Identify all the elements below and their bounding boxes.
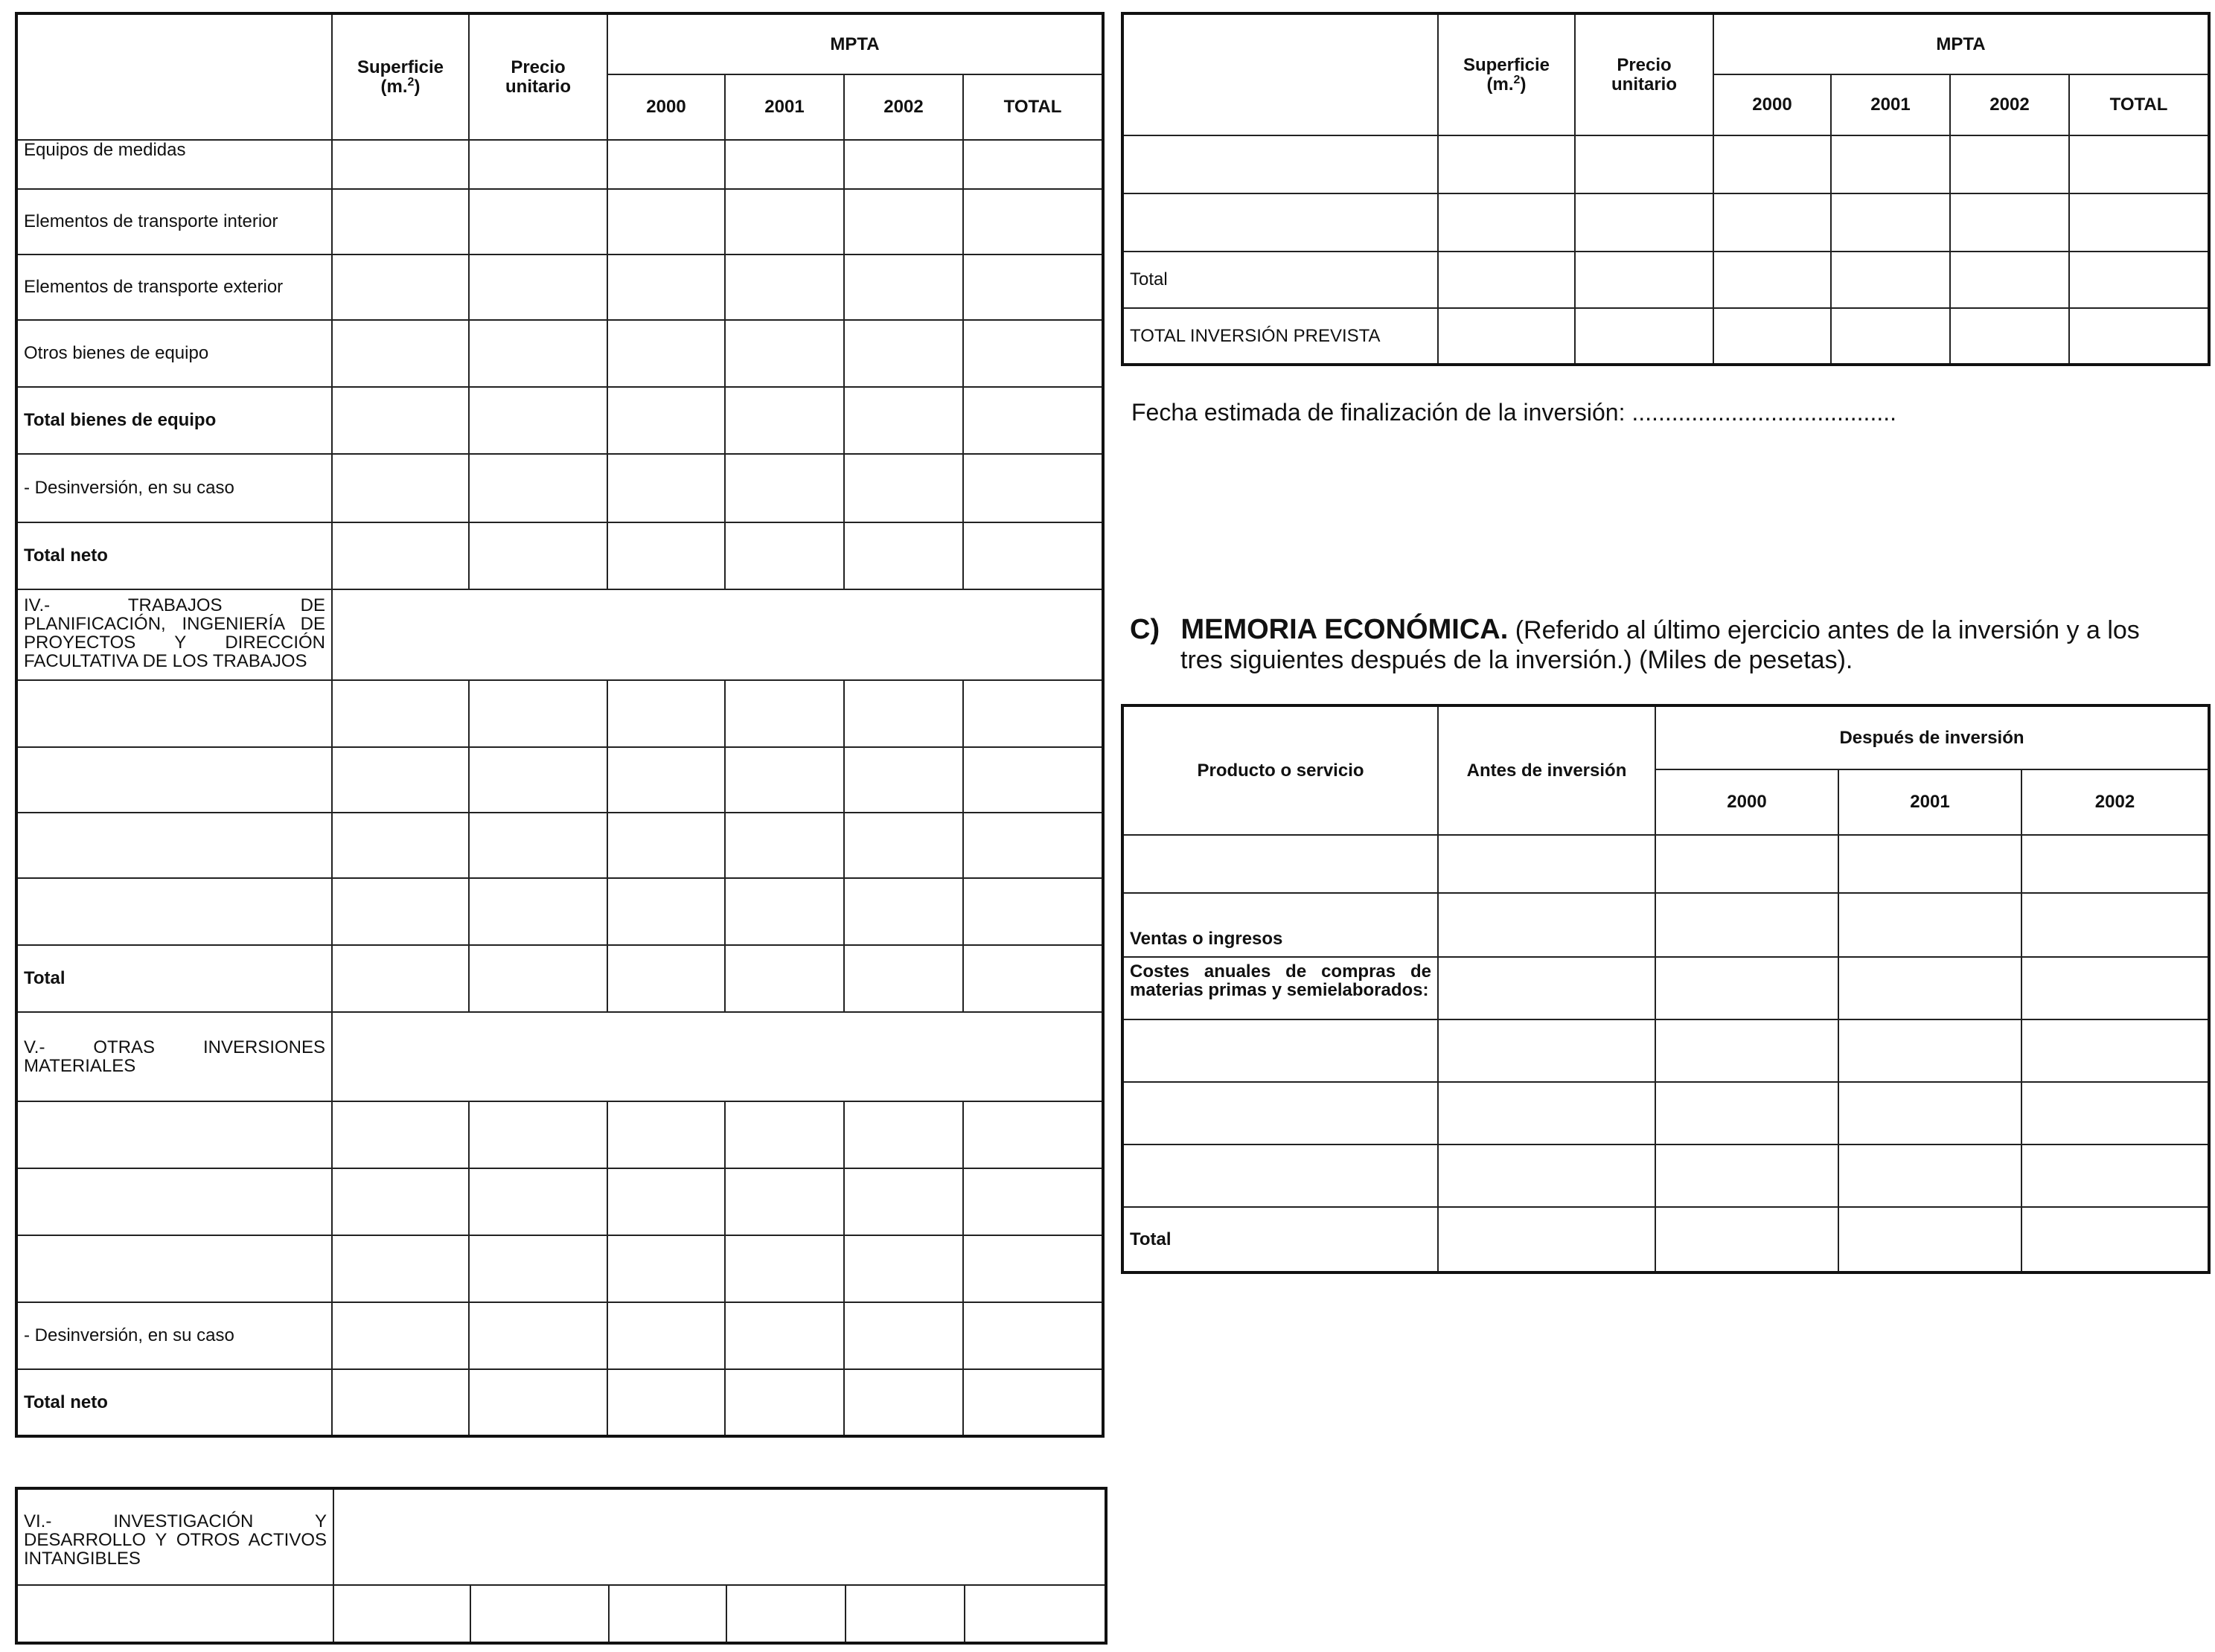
- header-total: TOTAL: [963, 74, 1103, 140]
- input-cell[interactable]: [1122, 1019, 1438, 1082]
- input-cell[interactable]: [607, 878, 725, 945]
- header-year-2001: 2001: [725, 74, 844, 140]
- input-cell[interactable]: [1838, 1144, 2021, 1207]
- input-cell[interactable]: [1438, 308, 1575, 365]
- input-cell[interactable]: [1575, 135, 1713, 193]
- input-cell[interactable]: [2021, 1207, 2209, 1272]
- input-cell[interactable]: [844, 1235, 963, 1302]
- input-cell[interactable]: [963, 813, 1103, 878]
- input-cell[interactable]: [1838, 835, 2021, 893]
- input-cell[interactable]: [332, 254, 469, 320]
- input-cell[interactable]: [1438, 835, 1655, 893]
- input-cell[interactable]: [844, 189, 963, 254]
- input-cell[interactable]: [16, 1101, 332, 1168]
- input-cell[interactable]: [1831, 135, 1950, 193]
- input-cell[interactable]: [963, 1101, 1103, 1168]
- input-cell[interactable]: [1950, 252, 2069, 308]
- table-row: [1122, 957, 2209, 1019]
- input-cell[interactable]: [963, 140, 1103, 189]
- header-blank-cell: [1122, 13, 1438, 135]
- table-row: [16, 1168, 1103, 1235]
- input-cell[interactable]: [1575, 308, 1713, 365]
- input-cell[interactable]: [16, 813, 332, 878]
- input-cell[interactable]: [725, 387, 844, 454]
- input-cell[interactable]: [1655, 1082, 1838, 1144]
- table-row: [16, 140, 1103, 189]
- input-cell[interactable]: [725, 747, 844, 813]
- table-row: [16, 387, 1103, 454]
- input-cell[interactable]: [16, 1235, 332, 1302]
- row-label-total: Total: [1122, 1207, 1438, 1272]
- investment-table-right: [1121, 12, 2211, 366]
- header-precio-unitario: Precio unitario: [469, 13, 607, 140]
- input-cell[interactable]: [1838, 1019, 2021, 1082]
- input-cell[interactable]: [844, 1168, 963, 1235]
- row-label-total-iv: Total: [16, 945, 332, 1012]
- input-cell[interactable]: [726, 1585, 846, 1643]
- input-cell[interactable]: [332, 140, 469, 189]
- table-row: [16, 454, 1103, 522]
- input-cell[interactable]: [844, 254, 963, 320]
- input-cell[interactable]: [1838, 1082, 2021, 1144]
- input-cell[interactable]: [332, 387, 469, 454]
- table-row: [1122, 1144, 2209, 1207]
- input-cell[interactable]: [963, 680, 1103, 747]
- input-cell[interactable]: [1575, 193, 1713, 252]
- input-cell[interactable]: [16, 1585, 333, 1643]
- table-row: [16, 1235, 1103, 1302]
- header-mpta: MPTA: [607, 13, 1103, 74]
- input-cell[interactable]: [469, 1235, 607, 1302]
- input-cell[interactable]: [844, 813, 963, 878]
- row-label-total-bienes: Total bienes de equipo: [16, 387, 332, 454]
- input-cell[interactable]: [332, 813, 469, 878]
- section-row: [16, 589, 1103, 680]
- input-cell[interactable]: [725, 680, 844, 747]
- table-row: [1122, 193, 2209, 252]
- input-cell[interactable]: [846, 1585, 965, 1643]
- input-cell[interactable]: [963, 189, 1103, 254]
- header-year-2000: 2000: [1713, 74, 1831, 135]
- input-cell[interactable]: [844, 387, 963, 454]
- input-cell[interactable]: [2021, 1144, 2209, 1207]
- input-cell[interactable]: [844, 140, 963, 189]
- input-cell[interactable]: [1122, 1082, 1438, 1144]
- memoria-heading: [1130, 615, 2202, 675]
- input-cell[interactable]: [469, 320, 607, 387]
- input-cell[interactable]: [1831, 252, 1950, 308]
- input-cell[interactable]: [2021, 957, 2209, 1019]
- input-cell[interactable]: [965, 1585, 1106, 1643]
- input-cell[interactable]: [469, 945, 607, 1012]
- input-cell[interactable]: [1655, 893, 1838, 957]
- input-cell[interactable]: [1122, 835, 1438, 893]
- input-cell[interactable]: [607, 1101, 725, 1168]
- row-label-equipos-medidas: Equipos de medidas: [16, 140, 332, 189]
- input-cell[interactable]: [607, 680, 725, 747]
- table-row: [16, 1369, 1103, 1436]
- investment-table-left: [15, 12, 1105, 1438]
- section-description-2: tres siguientes después de la inversión.) (Miles de pesetas).: [1180, 646, 1853, 674]
- input-cell[interactable]: [1713, 308, 1831, 365]
- input-cell[interactable]: [332, 189, 469, 254]
- input-cell[interactable]: [607, 320, 725, 387]
- table-row: [1122, 835, 2209, 893]
- table-row: [16, 945, 1103, 1012]
- input-cell[interactable]: [844, 680, 963, 747]
- table-row: [16, 320, 1103, 387]
- input-cell[interactable]: [607, 1235, 725, 1302]
- table-row: [16, 680, 1103, 747]
- header-superficie: Superficie (m.$^2$): [1438, 13, 1575, 135]
- input-cell[interactable]: [725, 813, 844, 878]
- input-cell[interactable]: [963, 320, 1103, 387]
- input-cell[interactable]: [844, 522, 963, 589]
- row-label-total-neto: Total neto: [16, 522, 332, 589]
- input-cell[interactable]: [844, 1101, 963, 1168]
- section-letter: C): [1130, 614, 1160, 645]
- input-cell[interactable]: [16, 747, 332, 813]
- memoria-table: [1121, 704, 2211, 1274]
- input-cell[interactable]: [332, 878, 469, 945]
- input-cell[interactable]: [2069, 135, 2209, 193]
- table-row: [16, 189, 1103, 254]
- input-cell[interactable]: [844, 945, 963, 1012]
- header-antes: Antes de inversión: [1438, 705, 1655, 835]
- input-cell[interactable]: [2021, 893, 2209, 957]
- header-superficie: Superficie (m.$^2$): [332, 13, 469, 140]
- table-row: [16, 878, 1103, 945]
- section-iv-blank: [332, 589, 1103, 680]
- row-label-desinversion: - Desinversión, en su caso: [16, 1302, 332, 1369]
- input-cell[interactable]: [332, 1168, 469, 1235]
- input-cell[interactable]: [963, 1369, 1103, 1436]
- input-cell[interactable]: [469, 1101, 607, 1168]
- input-cell[interactable]: [963, 945, 1103, 1012]
- investment-table-vi: [15, 1487, 1108, 1645]
- input-cell[interactable]: [2069, 252, 2209, 308]
- input-cell[interactable]: [1950, 135, 2069, 193]
- input-cell[interactable]: [332, 522, 469, 589]
- input-cell[interactable]: [1838, 957, 2021, 1019]
- input-cell[interactable]: [725, 189, 844, 254]
- section-vi-title: VI.- INVESTIGACIÓN Y DESARROLLO Y OTROS ACTIVOS INTANGIBLES: [16, 1488, 333, 1585]
- input-cell[interactable]: [963, 747, 1103, 813]
- input-cell[interactable]: [963, 1168, 1103, 1235]
- input-cell[interactable]: [607, 189, 725, 254]
- row-label-total: Total: [1122, 252, 1438, 308]
- input-cell[interactable]: [1122, 1144, 1438, 1207]
- input-cell[interactable]: [1655, 957, 1838, 1019]
- input-cell[interactable]: [1438, 957, 1655, 1019]
- table-row: [16, 522, 1103, 589]
- input-cell[interactable]: [332, 747, 469, 813]
- input-cell[interactable]: [725, 878, 844, 945]
- header-mpta: MPTA: [1713, 13, 2209, 74]
- table-row: [16, 747, 1103, 813]
- input-cell[interactable]: [16, 680, 332, 747]
- input-cell[interactable]: [607, 522, 725, 589]
- row-label-total-neto: Total neto: [16, 1369, 332, 1436]
- header-precio-unitario: Precio unitario: [1575, 13, 1713, 135]
- input-cell[interactable]: [725, 1235, 844, 1302]
- input-cell[interactable]: [609, 1585, 726, 1643]
- input-cell[interactable]: [469, 254, 607, 320]
- input-cell[interactable]: [332, 1369, 469, 1436]
- fecha-finalizacion: [1131, 399, 1896, 426]
- input-cell[interactable]: [469, 680, 607, 747]
- table-row: [1122, 252, 2209, 308]
- input-cell[interactable]: [1438, 1019, 1655, 1082]
- input-cell[interactable]: [1831, 308, 1950, 365]
- input-cell[interactable]: [844, 454, 963, 522]
- input-cell[interactable]: [1655, 1207, 1838, 1272]
- input-cell[interactable]: [332, 1235, 469, 1302]
- input-cell[interactable]: [2021, 835, 2209, 893]
- input-cell[interactable]: [1438, 1144, 1655, 1207]
- input-cell[interactable]: [469, 522, 607, 589]
- header-year-2002: 2002: [844, 74, 963, 140]
- table-row: [16, 1585, 1106, 1643]
- input-cell[interactable]: [332, 945, 469, 1012]
- input-cell[interactable]: [607, 1369, 725, 1436]
- input-cell[interactable]: [469, 1302, 607, 1369]
- input-cell[interactable]: [1838, 1207, 2021, 1272]
- input-cell[interactable]: [333, 1585, 470, 1643]
- row-label-total-inversion: TOTAL INVERSIÓN PREVISTA: [1122, 308, 1438, 365]
- input-cell[interactable]: [1438, 1207, 1655, 1272]
- table-row: [1122, 893, 2209, 957]
- input-cell[interactable]: [469, 813, 607, 878]
- input-cell[interactable]: [607, 454, 725, 522]
- input-cell[interactable]: [2021, 1082, 2209, 1144]
- input-cell[interactable]: [844, 1302, 963, 1369]
- input-cell[interactable]: [725, 1302, 844, 1369]
- input-cell[interactable]: [963, 254, 1103, 320]
- input-cell[interactable]: [725, 320, 844, 387]
- header-producto: Producto o servicio: [1122, 705, 1438, 835]
- input-cell[interactable]: [1655, 1144, 1838, 1207]
- input-cell[interactable]: [963, 878, 1103, 945]
- input-cell[interactable]: [2021, 1019, 2209, 1082]
- header-year-2002: 2002: [2021, 769, 2209, 835]
- input-cell[interactable]: [2069, 193, 2209, 252]
- input-cell[interactable]: [963, 454, 1103, 522]
- input-cell[interactable]: [607, 387, 725, 454]
- input-cell[interactable]: [1950, 308, 2069, 365]
- row-label-desinversion: - Desinversión, en su caso: [16, 454, 332, 522]
- input-cell[interactable]: [1713, 193, 1831, 252]
- header-year-2001: 2001: [1831, 74, 1950, 135]
- input-cell[interactable]: [2069, 308, 2209, 365]
- input-cell[interactable]: [1438, 893, 1655, 957]
- input-cell[interactable]: [725, 1168, 844, 1235]
- input-cell[interactable]: [725, 254, 844, 320]
- input-cell[interactable]: [332, 1101, 469, 1168]
- header-blank-cell: [16, 13, 332, 140]
- input-cell[interactable]: [469, 1168, 607, 1235]
- input-cell[interactable]: [607, 140, 725, 189]
- input-cell[interactable]: [332, 1302, 469, 1369]
- fecha-fill-line[interactable]: ........................................: [1631, 399, 1896, 426]
- input-cell[interactable]: [725, 454, 844, 522]
- section-vi-blank: [333, 1488, 1106, 1585]
- header-despues: Después de inversión: [1655, 705, 2209, 769]
- input-cell[interactable]: [469, 387, 607, 454]
- input-cell[interactable]: [469, 1369, 607, 1436]
- header-year-2000: 2000: [607, 74, 725, 140]
- section-v-title: V.- OTRAS INVERSIONES MATERIALES: [16, 1012, 332, 1101]
- input-cell[interactable]: [1655, 1019, 1838, 1082]
- input-cell[interactable]: [844, 878, 963, 945]
- input-cell[interactable]: [607, 1168, 725, 1235]
- input-cell[interactable]: [607, 1302, 725, 1369]
- row-label-costes: Costes anuales de compras de materias primas y semielaborados:: [1122, 957, 1438, 1019]
- input-cell[interactable]: [1831, 193, 1950, 252]
- header-year-2001: 2001: [1838, 769, 2021, 835]
- input-cell[interactable]: [1838, 893, 2021, 957]
- input-cell[interactable]: [1438, 135, 1575, 193]
- input-cell[interactable]: [469, 189, 607, 254]
- section-description-1: (Referido al último ejercicio antes de la inversión y a los: [1515, 616, 2140, 644]
- fecha-label: Fecha estimada de finalización de la inversión:: [1131, 399, 1626, 426]
- input-cell[interactable]: [1713, 252, 1831, 308]
- input-cell[interactable]: [1438, 193, 1575, 252]
- table-row: [1122, 1019, 2209, 1082]
- table-row: [16, 254, 1103, 320]
- input-cell[interactable]: [963, 1302, 1103, 1369]
- section-title: MEMORIA ECONÓMICA.: [1180, 614, 1509, 645]
- input-cell[interactable]: [469, 747, 607, 813]
- input-cell[interactable]: [469, 140, 607, 189]
- input-cell[interactable]: [1655, 835, 1838, 893]
- input-cell[interactable]: [469, 454, 607, 522]
- input-cell[interactable]: [1950, 193, 2069, 252]
- section-row: [16, 1488, 1106, 1585]
- row-label-transporte-interior: Elementos de transporte interior: [16, 189, 332, 254]
- section-iv-title: IV.- TRABAJOS DE PLANIFICACIÓN, INGENIERÍA DE PROYECTOS Y DIRECCIÓN FACULTATIVA DE LOS TRABAJOS: [16, 589, 332, 680]
- input-cell[interactable]: [725, 945, 844, 1012]
- section-v-blank: [332, 1012, 1103, 1101]
- input-cell[interactable]: [844, 747, 963, 813]
- input-cell[interactable]: [16, 878, 332, 945]
- input-cell[interactable]: [844, 320, 963, 387]
- input-cell[interactable]: [963, 387, 1103, 454]
- table-row: [1122, 1207, 2209, 1272]
- input-cell[interactable]: [1713, 135, 1831, 193]
- input-cell[interactable]: [725, 140, 844, 189]
- input-cell[interactable]: [607, 747, 725, 813]
- input-cell[interactable]: [16, 1168, 332, 1235]
- input-cell[interactable]: [963, 522, 1103, 589]
- table-row: [1122, 1082, 2209, 1144]
- header-total: TOTAL: [2069, 74, 2209, 135]
- input-cell[interactable]: [1575, 252, 1713, 308]
- input-cell[interactable]: [1122, 193, 1438, 252]
- input-cell[interactable]: [844, 1369, 963, 1436]
- section-row: [16, 1012, 1103, 1101]
- input-cell[interactable]: [1438, 252, 1575, 308]
- input-cell[interactable]: [963, 1235, 1103, 1302]
- row-label-transporte-exterior: Elementos de transporte exterior: [16, 254, 332, 320]
- header-year-2000: 2000: [1655, 769, 1838, 835]
- table-row: [16, 1101, 1103, 1168]
- table-row: [1122, 135, 2209, 193]
- input-cell[interactable]: [725, 1101, 844, 1168]
- input-cell[interactable]: [1438, 1082, 1655, 1144]
- input-cell[interactable]: [332, 680, 469, 747]
- input-cell[interactable]: [607, 813, 725, 878]
- table-row: [1122, 308, 2209, 365]
- input-cell[interactable]: [607, 945, 725, 1012]
- input-cell[interactable]: [332, 454, 469, 522]
- input-cell[interactable]: [1122, 135, 1438, 193]
- input-cell[interactable]: [725, 1369, 844, 1436]
- input-cell[interactable]: [725, 522, 844, 589]
- header-year-2002: 2002: [1950, 74, 2069, 135]
- row-label-ventas: Ventas o ingresos: [1122, 893, 1438, 957]
- input-cell[interactable]: [470, 1585, 609, 1643]
- input-cell[interactable]: [607, 254, 725, 320]
- row-label-otros-bienes: Otros bienes de equipo: [16, 320, 332, 387]
- table-row: [16, 1302, 1103, 1369]
- table-row: [16, 813, 1103, 878]
- input-cell[interactable]: [332, 320, 469, 387]
- input-cell[interactable]: [469, 878, 607, 945]
